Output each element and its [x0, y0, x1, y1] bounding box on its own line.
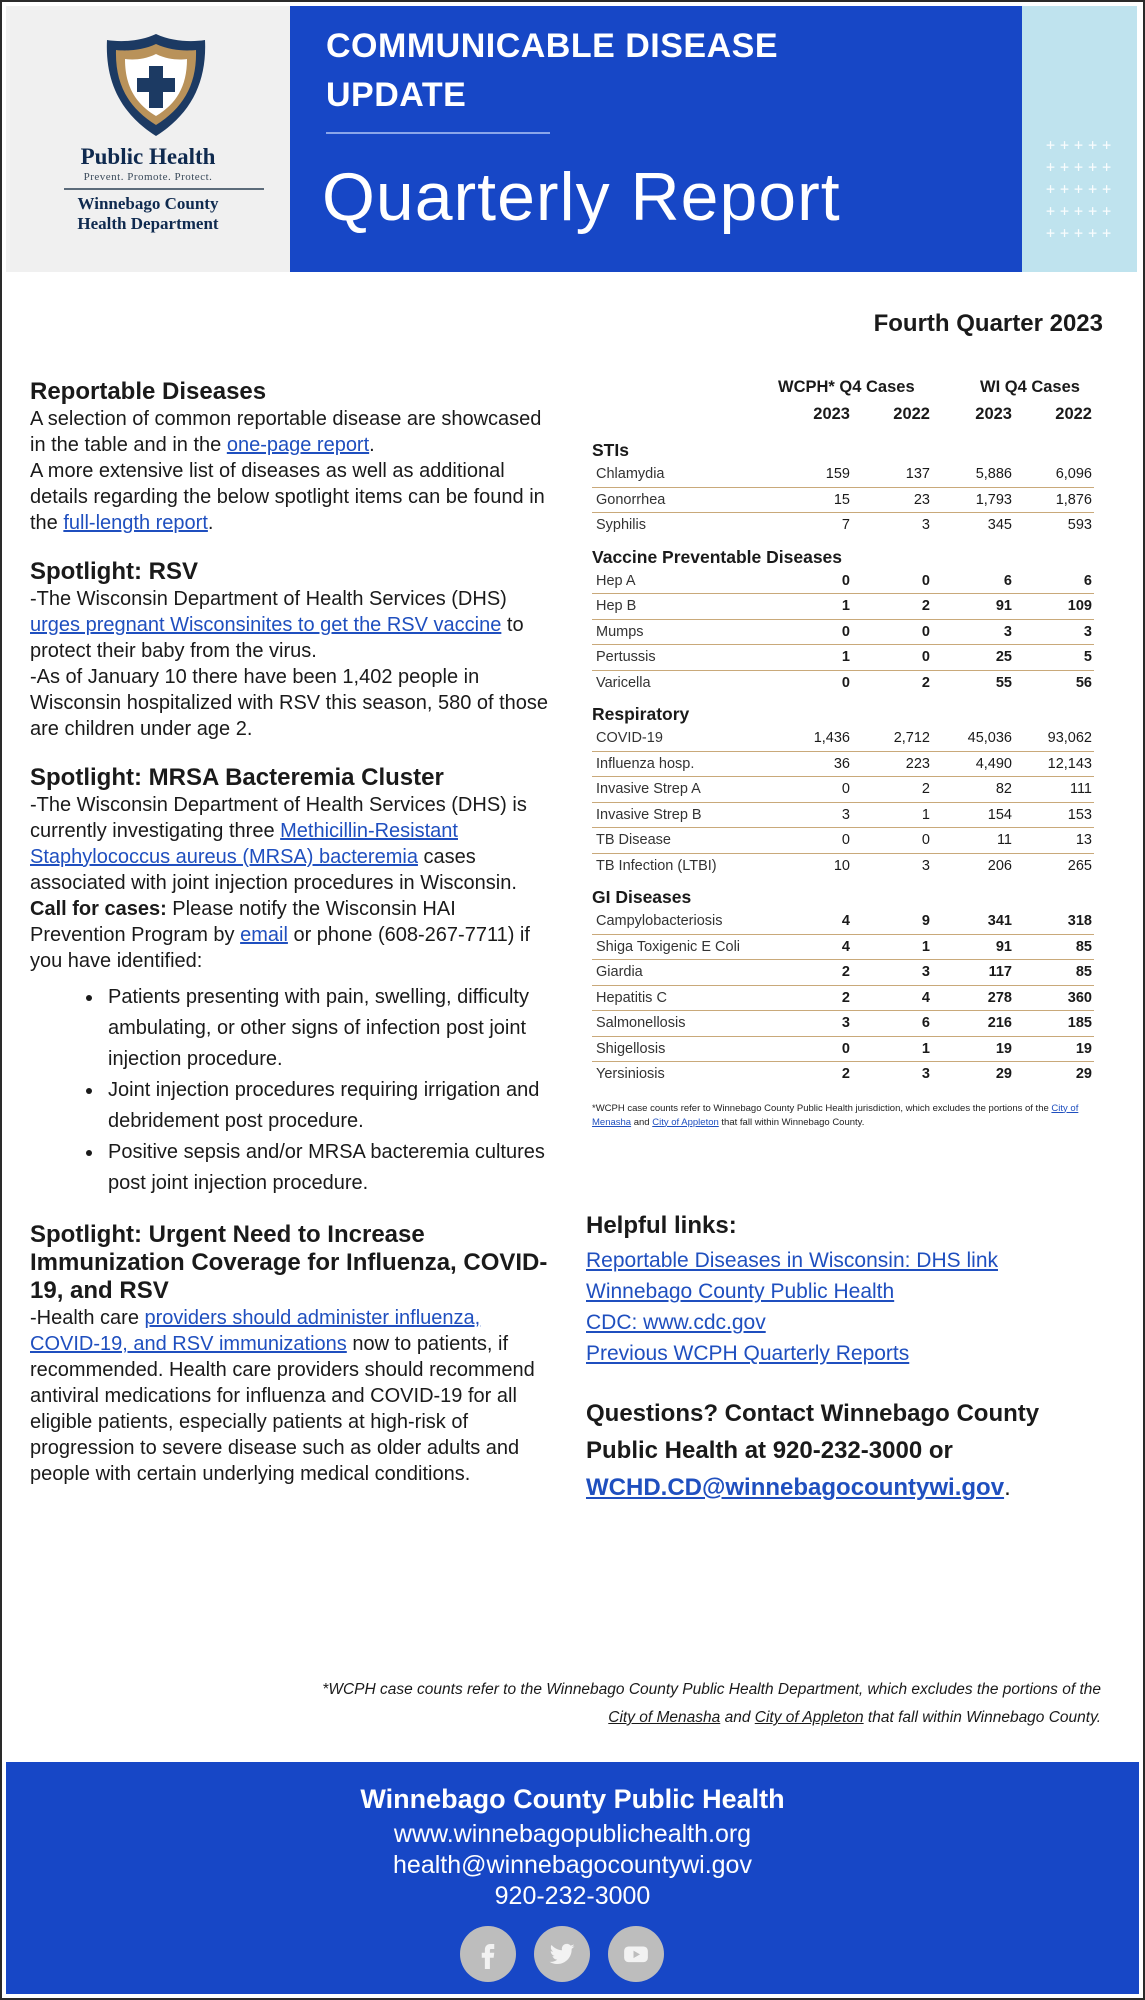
case-count: 4,490: [975, 755, 1012, 772]
table-row: [592, 462, 1094, 488]
case-count: 3: [921, 517, 930, 533]
case-count: 29: [1075, 1066, 1092, 1082]
case-count: 185: [1067, 1015, 1092, 1031]
disease-name: COVID-19: [596, 730, 663, 746]
case-count: 159: [825, 466, 850, 482]
youtube-icon[interactable]: [608, 1926, 664, 1982]
case-count: 25: [995, 649, 1012, 665]
disease-name: Salmonellosis: [596, 1015, 686, 1031]
list-item: • Patients presenting with pain, swelling, difficulty ambulating, or other signs of infection post joint injection procedure.: [104, 982, 550, 1075]
one-page-report-link[interactable]: one-page report: [226, 434, 370, 456]
case-count: 36: [833, 755, 850, 772]
immunization-heading: Spotlight: Urgent Need to Increase Immunization Coverage for Influenza, COVID-19, and RSV: [30, 1221, 548, 1304]
footer-phone: 920-232-3000: [494, 1882, 651, 1910]
logo-title: Public Health: [80, 144, 216, 169]
reportable-text-1-post: .: [369, 434, 375, 456]
disease-name: Syphilis: [596, 517, 646, 533]
city-of-menasha-link[interactable]: City of Menasha: [592, 1102, 1079, 1128]
table-row: [592, 960, 1094, 986]
immunization-text-pre: -Health care: [30, 1307, 145, 1329]
rsv-text-2: -As of January 10 there have been 1,402 people in Wisconsin hospitalized with RSV this season, 580 of those are children under age 2.: [30, 666, 549, 740]
table-note-post: that fall within Winnebago County.: [718, 1116, 865, 1128]
disease-name: Campylobacteriosis: [596, 913, 723, 929]
case-count: 4: [921, 989, 930, 1006]
case-count: 0: [921, 649, 930, 665]
disease-name: Shiga Toxigenic E Coli: [596, 938, 741, 955]
year-header: 2022: [893, 405, 930, 423]
disease-name: Mumps: [596, 623, 644, 640]
rsv-vaccine-link[interactable]: urges pregnant Wisconsinites to get the RSV vaccine: [30, 614, 502, 636]
case-count: 13: [1075, 832, 1092, 848]
wchd-email-link[interactable]: WCHD.CD@winnebagocountywi.gov: [586, 1474, 1005, 1501]
case-count: 153: [1067, 806, 1092, 823]
reportable-text-2-post: .: [207, 512, 214, 534]
left-column: [30, 378, 550, 1487]
case-count: 56: [1075, 674, 1092, 691]
case-count: 0: [841, 1040, 850, 1057]
disease-name: Yersiniosis: [596, 1066, 665, 1082]
case-count: 3: [841, 1015, 850, 1031]
contact-text: Questions? Contact Winnebago County Public Health at 920-232-3000 or: [586, 1400, 1040, 1464]
case-count: 345: [987, 517, 1012, 533]
table-row: [592, 1062, 1094, 1088]
case-count: 0: [841, 674, 850, 691]
table-row: [592, 986, 1094, 1012]
logo-tagline: Prevent. Promote. Protect.: [83, 171, 213, 183]
wcph-group-header: WCPH* Q4 Cases: [778, 378, 915, 396]
table-row: [592, 854, 1094, 880]
table-section-heading: GI Diseases: [592, 887, 692, 907]
logo-county: [6, 194, 290, 234]
case-count: 2: [841, 989, 850, 1006]
case-count: 593: [1067, 517, 1092, 533]
helpful-links-heading: Helpful links:: [586, 1212, 737, 1239]
year-header: 2023: [813, 405, 850, 423]
case-count: 23: [913, 491, 930, 508]
previous-reports-link[interactable]: Previous WCPH Quarterly Reports: [586, 1342, 910, 1365]
case-count: 6: [1083, 572, 1092, 589]
disease-name: Giardia: [596, 964, 643, 980]
reportable-text-1: [30, 406, 550, 458]
disease-name: Shigellosis: [596, 1040, 666, 1057]
case-count: 154: [987, 806, 1012, 823]
header-subtitle: Quarterly Report: [322, 159, 841, 235]
report-quarter: Fourth Quarter 2023: [873, 310, 1103, 337]
email-link[interactable]: email: [240, 924, 288, 946]
case-count: 0: [841, 572, 850, 589]
case-count: 3: [1083, 623, 1092, 640]
case-count: 1,793: [975, 491, 1012, 508]
winnebago-public-health-link[interactable]: Winnebago County Public Health: [586, 1280, 895, 1303]
table-row: [592, 909, 1094, 935]
logo-divider: [64, 188, 264, 190]
table-row: [592, 645, 1094, 671]
footnote-post: that fall within Winnebago County.: [863, 1709, 1101, 1726]
case-count: 2: [841, 964, 850, 980]
case-count: 82: [995, 781, 1012, 797]
table-row: [592, 594, 1094, 620]
helpful-links: [586, 1210, 998, 1369]
mrsa-bacteremia-link[interactable]: Methicillin-Resistant Staphylococcus aureus (MRSA) bacteremia: [30, 820, 458, 868]
case-count: 1: [921, 1040, 930, 1057]
case-count: 109: [1067, 598, 1092, 614]
disease-name: Hep B: [596, 598, 637, 614]
header-title-line2: UPDATE: [326, 76, 467, 114]
case-count: 265: [1067, 857, 1092, 874]
case-count: 0: [841, 781, 850, 797]
disease-name: Hep A: [596, 572, 636, 589]
table-row: [592, 1037, 1094, 1063]
table-note-pre: *WCPH case counts refer to Winnebago County Public Health jurisdiction, which excludes the portions of the: [592, 1102, 1052, 1114]
case-count: 360: [1067, 989, 1092, 1006]
case-count: 111: [1069, 781, 1092, 797]
table-section-heading: Vaccine Preventable Diseases: [592, 546, 843, 567]
table-section-heading: Respiratory: [592, 704, 690, 724]
case-count: 0: [921, 623, 930, 640]
case-count: 91: [995, 598, 1012, 614]
table-row: [592, 513, 1094, 539]
reportable-text-1-pre: A selection of common reportable disease are showcased in the table and in the: [30, 408, 542, 456]
table-row: [592, 777, 1094, 803]
footnote-appleton-link[interactable]: City of Appleton: [754, 1709, 864, 1726]
case-count: 117: [988, 964, 1012, 980]
rsv-heading: Spotlight: RSV: [30, 558, 198, 585]
footnote-pre: *WCPH case counts refer to the Winnebago County Public Health Department, which excludes the portions of the: [322, 1681, 1101, 1698]
case-count: 19: [995, 1040, 1012, 1057]
immunization-text: [30, 1305, 550, 1487]
mrsa-text-1: [30, 792, 550, 896]
table-section-heading: STIs: [592, 440, 629, 460]
case-count: 216: [987, 1015, 1012, 1031]
mrsa-text-1-post: cases associated with joint injection procedures in Wisconsin.: [30, 846, 517, 894]
disease-cases-table: [592, 378, 1094, 1130]
table-group-header: [592, 378, 1094, 405]
case-count: 341: [987, 913, 1012, 929]
table-row: [592, 671, 1094, 697]
case-count: 85: [1075, 964, 1092, 980]
rsv-text-1-pre: -The Wisconsin Department of Health Services (DHS): [30, 588, 507, 610]
mrsa-heading: Spotlight: MRSA Bacteremia Cluster: [30, 764, 444, 791]
wi-group-header: WI Q4 Cases: [980, 378, 1080, 396]
logo-county-line1: Winnebago County: [77, 194, 219, 213]
rsv-text-1-post: to protect their baby from the virus.: [30, 614, 524, 662]
table-row: [592, 620, 1094, 646]
contact-questions: [586, 1395, 1106, 1506]
header-accent-panel: [1022, 6, 1137, 272]
footer-website[interactable]: www.winnebagopublichealth.org: [393, 1820, 752, 1848]
case-count: 6: [1003, 572, 1012, 589]
table-body: [592, 438, 1094, 1088]
disease-name: Chlamydia: [596, 466, 665, 482]
logo-panel: [6, 6, 290, 272]
footer-org-name: Winnebago County Public Health: [360, 1784, 785, 1814]
case-count: 1: [921, 938, 930, 955]
immunization-text-post: now to patients, if recommended. Health care providers should recommend antiviral medications for influenza and COVID-19 for all eligible patients, especially patients at high-risk of progression to severe disease such as older adults and people with certain underlying medical conditions.: [30, 1333, 535, 1485]
disease-name: Invasive Strep B: [596, 806, 702, 823]
case-count: 5: [1083, 649, 1092, 665]
disease-name: Invasive Strep A: [596, 781, 701, 797]
case-count: 0: [921, 832, 930, 848]
case-count: 9: [921, 913, 930, 929]
case-count: 3: [921, 1066, 930, 1082]
footer-email[interactable]: health@winnebagocountywi.gov: [393, 1851, 752, 1879]
case-count: 6,096: [1055, 466, 1092, 482]
case-count: 4: [841, 938, 850, 955]
shield-cross-logo-icon: [101, 30, 211, 140]
year-header: 2023: [975, 405, 1012, 423]
cdc-link[interactable]: CDC: www.cdc.gov: [586, 1311, 766, 1334]
case-count: 1,436: [813, 730, 850, 746]
reportable-heading: Reportable Diseases: [30, 378, 267, 405]
case-count: 2: [841, 1066, 850, 1082]
contact-text-post: .: [1004, 1474, 1011, 1501]
table-row: [592, 726, 1094, 752]
case-count: 223: [905, 755, 930, 772]
case-count: 7: [841, 517, 850, 533]
list-item: • Joint injection procedures requiring irrigation and debridement post procedure.: [104, 1075, 550, 1137]
table-row: [592, 935, 1094, 961]
case-count: 4: [841, 913, 850, 929]
case-count: 3: [921, 964, 930, 980]
disease-name: Varicella: [596, 674, 651, 691]
table-row: [592, 828, 1094, 854]
providers-immunizations-link[interactable]: providers should administer influenza, COVID-19, and RSV immunizations: [30, 1307, 481, 1355]
twitter-icon[interactable]: [534, 1926, 590, 1982]
disease-name: Pertussis: [596, 649, 656, 665]
plus-pattern-icon: +++++ +++++ +++++ +++++ +++++: [1046, 136, 1117, 242]
mrsa-text-1-pre: -The Wisconsin Department of Health Services (DHS) is currently investigating three: [30, 794, 527, 842]
table-row: [592, 1011, 1094, 1037]
mrsa-call-for-cases: [30, 896, 550, 974]
case-count: 12,143: [1047, 755, 1092, 772]
call-for-cases-label: Call for cases:: [30, 898, 167, 920]
table-row: [592, 803, 1094, 829]
case-count: 206: [987, 857, 1012, 874]
disease-name: Influenza hosp.: [596, 755, 695, 772]
case-count: 2: [921, 598, 930, 614]
case-count: 2: [921, 674, 930, 691]
case-count: 0: [921, 572, 930, 589]
case-count: 5,886: [975, 466, 1012, 482]
disease-name: TB Disease: [596, 832, 671, 848]
case-count: 1,876: [1055, 491, 1092, 508]
case-count: 318: [1067, 913, 1092, 929]
case-count: 11: [996, 832, 1012, 848]
disease-name: Hepatitis C: [596, 989, 667, 1006]
case-count: 93,062: [1047, 730, 1092, 746]
table-row: [592, 752, 1094, 778]
case-count: 3: [841, 806, 850, 823]
header-rule: [326, 132, 550, 134]
case-count: 3: [921, 857, 930, 874]
case-count: 15: [833, 491, 850, 508]
case-count: 137: [905, 466, 930, 482]
case-count: 10: [833, 857, 850, 874]
case-count: 0: [841, 832, 850, 848]
reportable-text-2: [30, 458, 550, 536]
disease-name: Gonorrhea: [596, 491, 666, 508]
case-count: 0: [841, 623, 850, 640]
dhs-reportable-diseases-link[interactable]: Reportable Diseases in Wisconsin: DHS link: [586, 1249, 998, 1272]
case-count: 91: [995, 938, 1012, 955]
disease-name: TB Infection (LTBI): [596, 857, 717, 874]
footnote-mid: and: [720, 1709, 755, 1726]
footer: [6, 1762, 1139, 1994]
table-year-header: [592, 405, 1094, 432]
header-title: [326, 22, 846, 120]
case-count: 6: [921, 1015, 930, 1031]
call-for-cases-post: or phone (608-267-7711) if you have identified:: [30, 924, 530, 972]
call-for-cases-pre: Please notify the Wisconsin HAI Prevention Program by: [30, 898, 456, 946]
case-count: 1: [841, 649, 850, 665]
table-note: [592, 1102, 1094, 1130]
case-count: 3: [1003, 623, 1012, 640]
case-count: 45,036: [967, 730, 1012, 746]
full-length-report-link[interactable]: full-length report: [63, 512, 208, 534]
case-count: 278: [987, 989, 1012, 1006]
case-count: 2: [921, 781, 930, 797]
city-of-appleton-link[interactable]: City of Appleton: [652, 1116, 719, 1128]
case-count: 85: [1075, 938, 1092, 955]
footnote-menasha-link[interactable]: City of Menasha: [608, 1709, 721, 1726]
reportable-text-2-pre: A more extensive list of diseases as well as additional details regarding the below spotlight items can be found in the: [30, 460, 545, 534]
mrsa-bullet-list: [30, 982, 550, 1199]
table-row: [592, 569, 1094, 595]
case-count: 1: [921, 806, 930, 823]
case-count: 19: [1075, 1040, 1092, 1057]
wcph-footnote: [301, 1676, 1101, 1732]
case-count: 1: [841, 598, 850, 614]
year-header: 2022: [1055, 405, 1092, 423]
table-note-mid: and: [631, 1116, 653, 1128]
case-count: 55: [995, 674, 1012, 691]
case-count: 2,712: [893, 730, 930, 746]
table-row: [592, 488, 1094, 514]
list-item: • Positive sepsis and/or MRSA bacteremia cultures post joint injection procedure.: [104, 1137, 550, 1199]
logo-county-line2: Health Department: [77, 214, 219, 233]
facebook-icon[interactable]: [460, 1926, 516, 1982]
header-title-line1: COMMUNICABLE DISEASE: [326, 27, 779, 65]
case-count: 29: [995, 1066, 1012, 1082]
rsv-text-1: [30, 586, 550, 664]
